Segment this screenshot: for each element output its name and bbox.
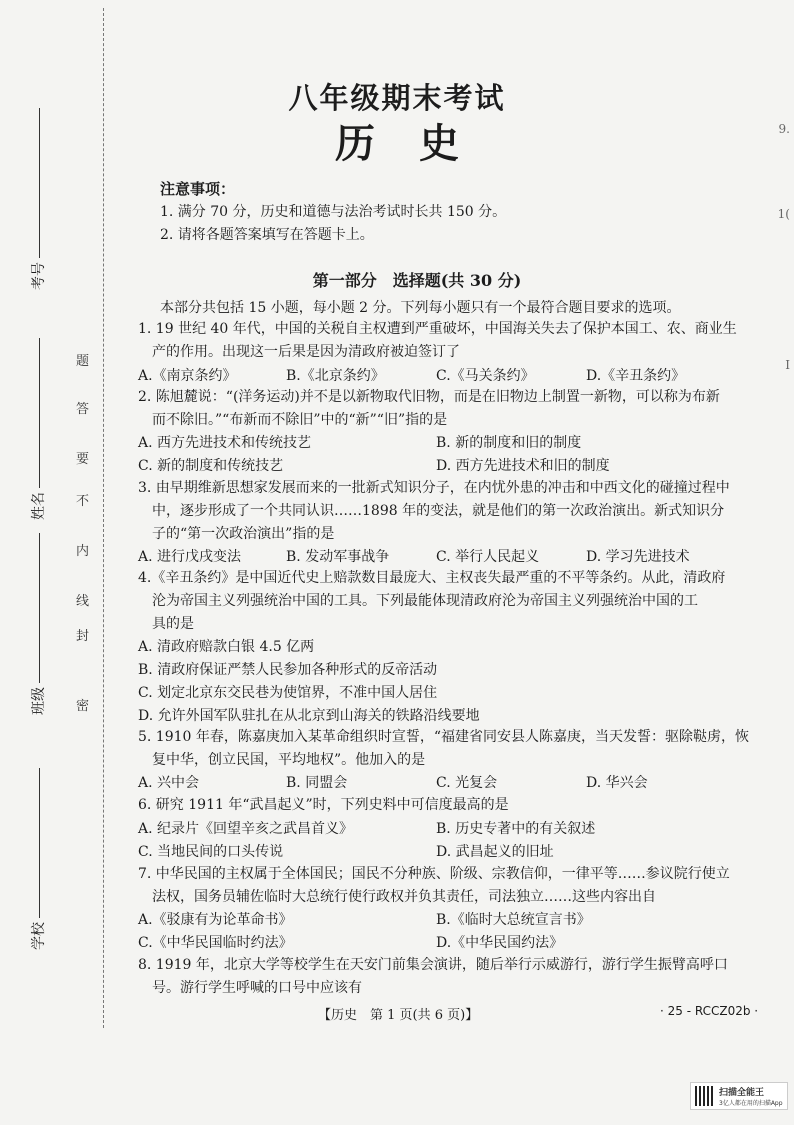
- scanner-subtitle: 3亿人都在用的扫描App: [719, 1100, 783, 1107]
- option: A. 进行戊戌变法: [138, 549, 242, 565]
- option-4d: [138, 705, 768, 727]
- name-label: 姓名: [31, 492, 47, 520]
- option: A. 兴中会: [138, 775, 200, 791]
- question-line: 沦为帝国主义列强统治中国的工具。下列最能体现清政府沦为帝国主义列强统治中国的工: [152, 593, 698, 609]
- seal-char: 线: [76, 594, 90, 609]
- option: C. 当地民间的口头传说: [138, 844, 284, 860]
- question-line: 中，逐步形成了一个共同认识……1898 年的变法，就是他们的第一次政治演出。新式知识分: [152, 503, 725, 519]
- options-6b: [138, 841, 768, 863]
- option: A.《南京条约》: [138, 368, 237, 384]
- question-line: 2. 陈旭麓说：“(洋务运动)并不是以新物取代旧物，而是在旧物边上制置一新物，可以称为布新: [138, 389, 720, 405]
- option: D. 允许外国军队驻扎在从北京到山海关的铁路沿线要地: [138, 708, 480, 724]
- option: A. 西方先进技术和传统技艺: [138, 435, 312, 451]
- options-1: [138, 365, 768, 387]
- edge-mark: I: [785, 358, 790, 372]
- class-label: 班级: [31, 687, 47, 715]
- options-5: [138, 772, 768, 794]
- question-line: 3. 由早期维新思想家发展而来的一批新式知识分子，在内忧外患的冲击和中西文化的碰撞过程中: [138, 480, 730, 496]
- question-1: [138, 318, 768, 364]
- section-heading: 第一部分 选择题(共 30 分): [312, 271, 522, 290]
- options-2b: [138, 455, 768, 477]
- option-4b: [138, 659, 768, 681]
- question-3: [138, 477, 768, 546]
- options-7b: [138, 932, 768, 954]
- option: A. 清政府赔款白银 4.5 亿两: [138, 639, 315, 655]
- option-4c: [138, 682, 768, 704]
- options-6a: [138, 818, 768, 840]
- scanner-label: [719, 1085, 783, 1107]
- options-2a: [138, 432, 768, 454]
- seal-char: 封: [76, 629, 90, 644]
- option: C. 光复会: [436, 775, 498, 791]
- option: B. 新的制度和旧的制度: [436, 435, 582, 451]
- notice-heading: 注意事项：: [160, 180, 236, 198]
- option: C.《马关条约》: [436, 368, 535, 384]
- option: D.《中华民国约法》: [436, 935, 564, 951]
- seal-char: 不: [76, 494, 90, 509]
- question-5: [138, 726, 768, 772]
- question-line: 7. 中华民国的主权属于全体国民；国民不分种族、阶级、宗教信仰，一律平等……参议院行使立: [138, 866, 730, 882]
- question-line: 5. 1910 年春，陈嘉庚加入某革命组织时宣誓，“福建省同安县人陈嘉庚，当天发誓：驱除鞑虏，恢: [138, 729, 750, 745]
- question-line: 号。游行学生呼喊的口号中应该有: [152, 980, 362, 996]
- option: B.《临时大总统宣言书》: [436, 912, 591, 928]
- question-line: 8. 1919 年，北京大学等校学生在天安门前集会演讲，随后举行示威游行，游行学生振臂高呼口: [138, 957, 728, 973]
- question-7: [138, 863, 768, 909]
- question-line: 复中华，创立民国，平均地权”。他加入的是: [152, 752, 426, 768]
- question-4: [138, 567, 768, 636]
- option: D.《辛丑条约》: [586, 368, 686, 384]
- option: C. 划定北京东交民巷为使馆界，不准中国人居住: [138, 685, 438, 701]
- option: C. 举行人民起义: [436, 549, 540, 565]
- question-line: 6. 研究 1911 年“武昌起义”时，下列史料中可信度最高的是: [138, 797, 509, 813]
- options-7a: [138, 909, 768, 931]
- option: D. 武昌起义的旧址: [436, 844, 554, 860]
- edge-mark: 9.: [778, 122, 790, 136]
- edge-mark: 1(: [777, 207, 790, 221]
- class-field: [28, 533, 48, 715]
- name-field: [28, 338, 48, 520]
- question-2: [138, 386, 768, 432]
- option: B. 发动军事战争: [286, 549, 390, 565]
- seal-char: 密: [76, 699, 90, 714]
- options-3: [138, 546, 768, 568]
- question-line: 4.《辛丑条约》是中国近代史上赔款数目最庞大、主权丧失最严重的不平等条约。从此，清政府: [138, 570, 726, 586]
- exam-title: 八年级期末考试: [288, 81, 506, 115]
- seal-char: 题: [76, 354, 90, 369]
- option: A.《驳康有为论革命书》: [138, 912, 293, 928]
- page-footer: 【历史 第 1 页(共 6 页)】: [318, 1008, 479, 1023]
- option: C.《中华民国临时约法》: [138, 935, 293, 951]
- option: D. 西方先进技术和旧的制度: [436, 458, 610, 474]
- scanner-watermark: [690, 1082, 788, 1110]
- school-field: [28, 768, 48, 950]
- question-line: 1. 19 世纪 40 年代，中国的关税自主权遭到严重破坏，中国海关失去了保护本国工、农、商业生: [138, 321, 737, 337]
- exam-no-label: 考号: [31, 262, 47, 290]
- option: C. 新的制度和传统技艺: [138, 458, 284, 474]
- seal-char: 答: [76, 402, 90, 417]
- exam-code: · 25 - RCCZ02b ·: [660, 1004, 759, 1018]
- question-line: 产的作用。出现这一后果是因为清政府被迫签订了: [152, 344, 460, 360]
- option: B. 历史专著中的有关叙述: [436, 821, 596, 837]
- option-4a: [138, 636, 768, 658]
- question-line: 子的“第一次政治演出”指的是: [152, 526, 335, 542]
- question-line: 法权，国务员辅佐临时大总统行使行政权并负其责任，司法独立……这些内容出自: [152, 889, 656, 905]
- option: D. 华兴会: [586, 775, 648, 791]
- question-8: [138, 954, 768, 1000]
- notice-item: 2. 请将各题答案填写在答题卡上。: [160, 227, 374, 243]
- option: D. 学习先进技术: [586, 549, 690, 565]
- qr-code-icon: [695, 1086, 715, 1106]
- section-intro: 本部分共包括 15 小题，每小题 2 分。下列每小题只有一个最符合题目要求的选项。: [160, 300, 681, 316]
- option: B. 清政府保证严禁人民参加各种形式的反帝活动: [138, 662, 438, 678]
- scanner-title: 扫描全能王: [719, 1088, 765, 1098]
- notice-item: 1. 满分 70 分，历史和道德与法治考试时长共 150 分。: [160, 204, 507, 220]
- seal-char: 要: [76, 452, 90, 467]
- question-line: 具的是: [152, 616, 194, 632]
- option: B.《北京条约》: [286, 368, 385, 384]
- school-label: 学校: [31, 922, 47, 950]
- option: A. 纪录片《回望辛亥之武昌首义》: [138, 821, 354, 837]
- option: B. 同盟会: [286, 775, 348, 791]
- question-6: [138, 794, 768, 817]
- subject-title: 历史: [335, 120, 503, 167]
- seal-char: 内: [76, 544, 90, 559]
- question-line: 而不除旧。”“布新而不除旧”中的“新”“旧”指的是: [152, 412, 448, 428]
